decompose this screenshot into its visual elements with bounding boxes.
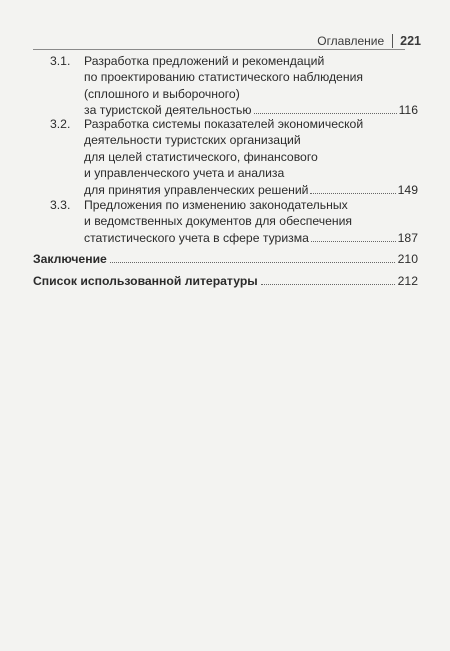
toc-entry-line: и управленческого учета и анализа xyxy=(84,166,285,181)
toc-entry-title xyxy=(84,53,418,119)
toc-entry-last-line xyxy=(84,182,418,198)
toc-entry-line: для принятия управленческих решений xyxy=(84,182,309,197)
toc-entry-line: Предложения по изменению законодательных xyxy=(84,198,348,212)
toc-entry-page: 116 xyxy=(398,103,418,118)
toc-major-page: 210 xyxy=(397,252,418,266)
page-number: 221 xyxy=(400,34,421,48)
toc-entry-line: Разработка предложений и рекомендаций xyxy=(84,54,325,68)
toc-entry-line: для целей статистического, финансового xyxy=(84,149,318,164)
toc-entry-number: 3.3. xyxy=(50,198,71,212)
toc-entry-page: 149 xyxy=(397,182,418,197)
running-header-title: Оглавление xyxy=(317,34,385,48)
toc-entry-number: 3.1. xyxy=(50,54,71,68)
toc-major-title: Заключение xyxy=(33,252,107,266)
toc-major-title: Список использованной литературы xyxy=(33,274,258,288)
dot-leader xyxy=(311,241,396,242)
toc-major-page: 212 xyxy=(397,274,418,288)
header-separator xyxy=(392,34,393,48)
toc-entry-title xyxy=(84,197,418,246)
dot-leader xyxy=(261,284,395,285)
toc-entry-title xyxy=(84,116,418,198)
dot-leader xyxy=(254,113,397,114)
toc-entry-references[interactable] xyxy=(33,273,418,289)
toc-entry-last-line xyxy=(84,230,418,246)
toc-entry-line: по проектированию статистического наблюдения xyxy=(84,70,363,85)
toc-entry-line: и ведомственных документов для обеспечения xyxy=(84,214,353,229)
toc-entry-number: 3.2. xyxy=(50,117,71,131)
toc-entry-line: статистического учета в сфере туризма xyxy=(84,230,309,245)
toc-entry-conclusion[interactable] xyxy=(33,251,418,267)
toc-entry-line: за туристской деятельностью xyxy=(84,103,252,118)
dot-leader xyxy=(110,262,395,263)
toc-entry-page: 187 xyxy=(397,230,418,245)
toc-entry-line: Разработка системы показателей экономической xyxy=(84,117,364,131)
header-rule xyxy=(33,49,405,50)
toc-entry-line: деятельности туристских организаций xyxy=(84,133,301,148)
dot-leader xyxy=(310,193,395,194)
running-header xyxy=(317,34,421,48)
toc-entry-line: (сплошного и выборочного) xyxy=(84,86,240,101)
